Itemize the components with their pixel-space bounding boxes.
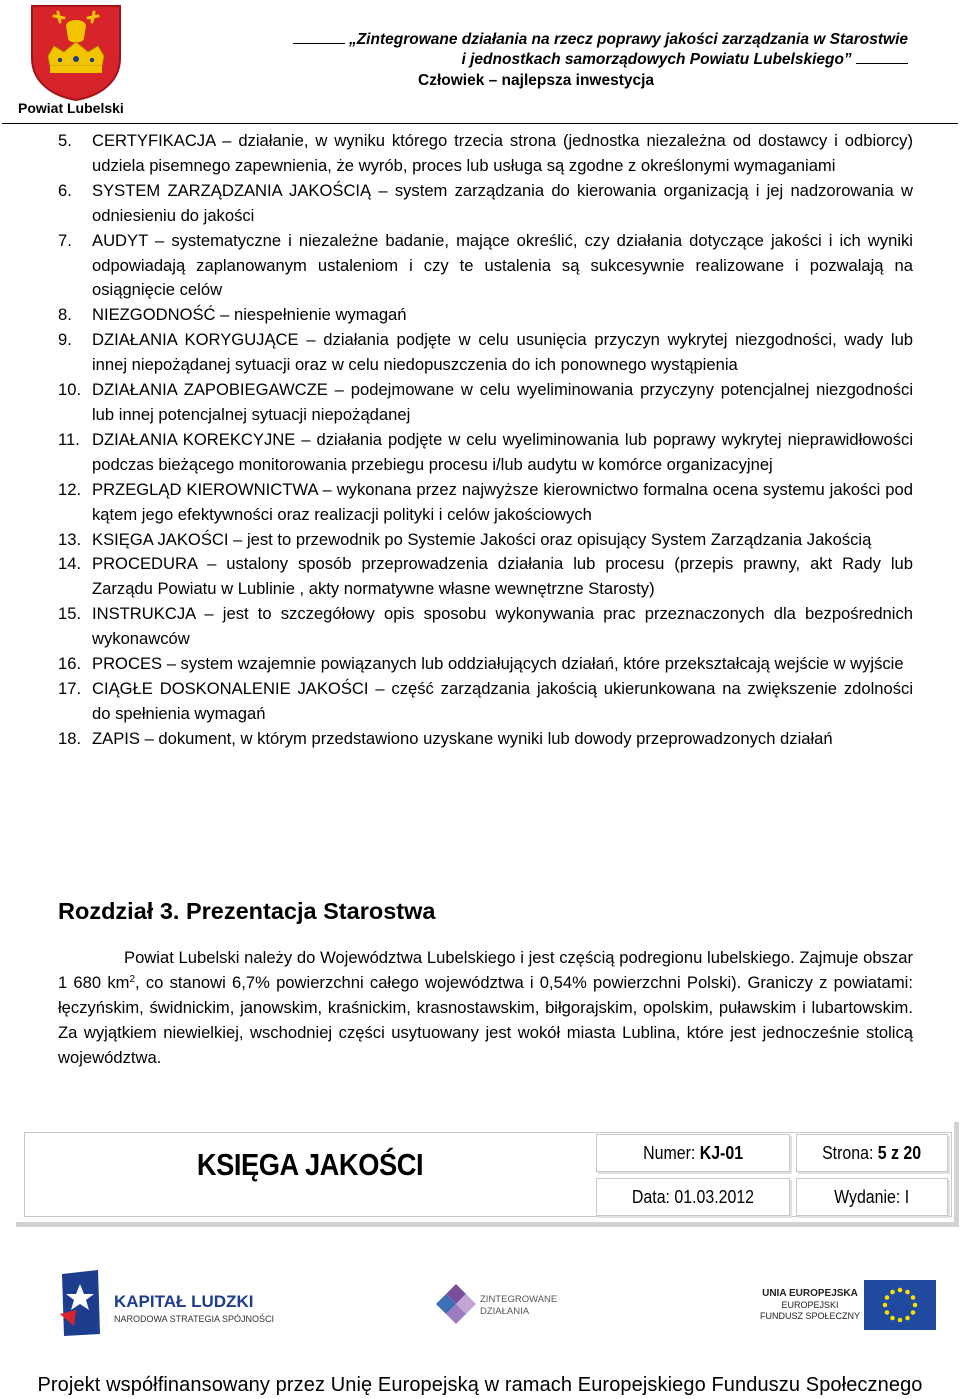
eu-star-icon <box>885 1295 890 1300</box>
document-title: KSIĘGA JAKOŚCI <box>196 1147 424 1182</box>
eu-star-icon <box>898 1288 903 1293</box>
page-number-label: Strona: <box>822 1142 879 1163</box>
definition-item: 8. NIEZGODNOŚĆ – niespełnienie wymagań <box>58 303 913 328</box>
definition-number: 6. <box>58 180 72 200</box>
definition-term: ZAPIS <box>92 728 140 748</box>
eu-star-icon <box>913 1303 918 1308</box>
edition-cell <box>796 1178 948 1216</box>
funding-statement: Projekt współfinansowany przez Unię Europejską w ramach Europejskiego Funduszu Społecznego <box>37 1374 923 1396</box>
definition-text: działania podjęte w celu usunięcia przyczyn wykrytej niezgodności, wady lub innej niepożądanej sytuacji oraz w celu niedopuszczenia do ich ponownego wystąpienia <box>92 330 914 375</box>
definition-item: 5. CERTYFIKACJA – działanie, w wyniku którego trzecia strona (jednostka niezależna od dostawcy i odbiorcy) udziela pisemnego zapewnienia, że wyrób, proces lub usługa są zgodne z określonymi wymaganiami <box>58 131 914 175</box>
definition-item: 10. DZIAŁANIA ZAPOBIEGAWCZE – podejmowane w celu wyeliminowania przyczyny potencjalnej niezgodności lub innej potencjalnej sytuacji niepożądanej <box>58 380 914 424</box>
definition-term: PROCEDURA <box>92 554 198 574</box>
definition-text: podejmowane w celu wyeliminowania przyczyny potencjalnej niezgodności lub innej potencjalnej sytuacji niepożądanej <box>92 380 914 424</box>
definition-term: DZIAŁANIA KOREKCYJNE <box>92 429 296 449</box>
unia-europejska-logo <box>758 1280 938 1334</box>
definition-item: 12. PRZEGLĄD KIEROWNICTWA – wykonana przez najwyższe kierownictwo formalna ocena systemu jakości pod kątem jego efektywności oraz realizacji polityki i celów jakościowych <box>58 479 913 524</box>
definition-text: systematyczne i niezależne badanie, mające określić, czy działania dotyczące jakości i ich wyniki odpowiadają zaplanowanym ustaleniom i czy te ustalenia są sukcesywnie realizowane i pozwalają na osiągnięcie celów <box>92 230 913 300</box>
eu-star-icon <box>911 1310 916 1315</box>
definition-number: 14. <box>58 554 82 574</box>
definition-text: część zarządzania jakością ukierunkowana na zwiększenie zdolności do spełnienia wymagań <box>92 678 914 723</box>
eu-star-icon <box>905 1316 910 1321</box>
zintegrowane-dzialania-icon <box>436 1282 476 1326</box>
definition-number: 9. <box>58 330 72 350</box>
definition-number: 16. <box>58 654 82 674</box>
definition-item: 16. PROCES – system wzajemnie powiązanych lub oddziałujących działań, które przekształcają wejście w wyjście <box>58 652 913 677</box>
definition-number: 12. <box>58 479 82 499</box>
definition-item: 11. DZIAŁANIA KOREKCYJNE – działania podjęte w celu wyeliminowania lub poprawy wykrytej nieprawidłowości podczas bieżącego monitorowania przebiegu procesu i/lub audytu w komórce organizacyjnej <box>58 429 914 474</box>
document-number-label: Numer: <box>643 1142 700 1163</box>
definition-term: PRZEGLĄD KIEROWNICTWA <box>92 479 318 499</box>
definition-number: 8. <box>58 305 72 325</box>
definition-item: 6. SYSTEM ZARZĄDZANIA JAKOŚCIĄ – system zarządzania do kierowania organizacją i jej nadzorowania w odniesieniu do jakości <box>58 180 913 225</box>
definition-text: system wzajemnie powiązanych lub oddziałujących działań, które przekształcają wejście w wyjście <box>180 654 904 674</box>
eu-star-icon <box>890 1290 895 1295</box>
project-title <box>188 30 908 70</box>
document-date-cell <box>596 1178 790 1216</box>
definition-number: 17. <box>58 678 82 698</box>
definition-text: działania podjęte w celu wyeliminowania lub poprawy wykrytej nieprawidłowości podczas bieżącego monitorowania przebiegu procesu i/lub audytu w komórce organizacyjnej <box>92 429 914 474</box>
project-title-line-1: „Zintegrowane działania na rzecz poprawy jakości zarządzania w Starostwie <box>348 31 908 48</box>
definition-text: działanie, w wyniku którego trzecia strona (jednostka niezależna od dostawcy i odbiorcy) udziela pisemnego zapewnienia, że wyrób, proces lub usługa są zgodne z określonymi wymaganiami <box>92 131 914 175</box>
eu-line-3: FUNDUSZ SPOŁECZNY <box>759 1311 860 1321</box>
chapter-text-part-1: Powiat Lubelski należy do Województwa Lubelskiego i jest częścią podregionu lubelskiego. Zajmuje obszar 1 680 km <box>58 948 913 992</box>
document-number-value: KJ-01 <box>699 1142 743 1163</box>
definition-text: dokument, w którym przedstawiono uzyskane wyniki lub dowody przeprowadzonych działań <box>158 728 833 748</box>
crest-caption: Powiat Lubelski <box>18 100 124 116</box>
definition-term: CERTYFIKACJA <box>92 131 216 150</box>
kapital-ludzki-subtitle: NARODOWA STRATEGIA SPÓJNOŚCI <box>114 1314 275 1324</box>
definition-number: 15. <box>58 604 82 624</box>
eu-star-icon <box>890 1316 895 1321</box>
zintegrowane-dzialania-logo <box>436 1282 566 1330</box>
kapital-ludzki-logo <box>58 1270 278 1340</box>
eu-star-icon <box>898 1318 903 1323</box>
zintegrowane-dzialania-line-1: ZINTEGROWANE <box>480 1294 558 1305</box>
definition-item: 13. KSIĘGA JAKOŚCI – jest to przewodnik po Systemie Jakości oraz opisujący System Zarządzania Jakością <box>58 528 913 553</box>
document-number-cell <box>596 1134 790 1172</box>
definition-term: INSTRUKCJA <box>92 604 196 624</box>
eu-star-icon <box>911 1295 916 1300</box>
definition-text: wykonana przez najwyższe kierownictwo formalna ocena systemu jakości pod kątem jego efektywności oraz realizacji polityki i celów jakościowych <box>92 479 913 524</box>
definition-term: NIEZGODNOŚĆ <box>92 305 216 325</box>
chapter-title: Rozdział 3. Prezentacja Starostwa <box>58 898 436 924</box>
definition-term: DZIAŁANIA KORYGUJĄCE <box>92 330 299 350</box>
definition-text: system zarządzania do kierowania organizacją i jej nadzorowania w odniesieniu do jakości <box>92 180 913 225</box>
eu-star-icon <box>905 1290 910 1295</box>
header-divider <box>2 123 958 124</box>
eu-flag-icon <box>864 1280 936 1330</box>
edition: Wydanie: I <box>834 1186 910 1207</box>
definition-number: 7. <box>58 230 72 250</box>
definition-item: 7. AUDYT – systematyczne i niezależne badanie, mające określić, czy działania dotyczące jakości i ich wyniki odpowiadają zaplanowanym ustaleniom i czy te ustalenia są sukcesywnie realizowane i pozwalają na osiągnięcie celów <box>58 230 913 300</box>
eu-line-1: UNIA EUROPEJSKA <box>762 1288 858 1299</box>
definition-number: 18. <box>58 728 82 748</box>
eu-star-icon <box>883 1303 888 1308</box>
definition-item: 15. INSTRUKCJA – jest to szczegółowy opis sposobu wykonywania prac przeznaczonych dla bezpośrednich wykonawców <box>58 604 913 649</box>
definition-term: SYSTEM ZARZĄDZANIA JAKOŚCIĄ <box>92 180 372 200</box>
definition-item: 14. PROCEDURA – ustalony sposób przeprowadzenia działania lub procesu (przepis prawny, akt Rady lub Zarządu Powiatu w Lublinie , akty normatywne własne wewnętrzne Starosty) <box>58 554 913 599</box>
chapter-text-part-2: , co stanowi 6,7% powierzchni całego województwa i 0,54% powierzchni Polski). Graniczy z powiatami: łęczyńskim, świdnickim, janowskim, kraśnickim, krasnostawskim, biłgorajskim, opolskim, puławskim i lubartowskim. Za wyjątkiem niewielkiej, wschodniej części usytuowany jest wokół miasta Lublina, które jest jednocześnie stolicą województwa. <box>58 973 913 1067</box>
definition-item: 9. DZIAŁANIA KORYGUJĄCE – działania podjęte w celu usunięcia przyczyn wykrytej niezgodności, wady lub innej niepożądanej sytuacji oraz w celu niedopuszczenia do ich ponownego wystąpienia <box>58 330 914 375</box>
document-date: Data: 01.03.2012 <box>631 1186 755 1207</box>
definitions-list <box>58 129 913 752</box>
definition-text: niespełnienie wymagań <box>234 305 407 325</box>
kapital-ludzki-title: KAPITAŁ LUDZKI <box>114 1292 254 1311</box>
definition-term: DZIAŁANIA ZAPOBIEGAWCZE <box>92 380 328 400</box>
zintegrowane-dzialania-line-2: DZIAŁANIA <box>480 1306 530 1317</box>
page-number-value: 5 z 20 <box>878 1142 922 1163</box>
eu-star-icon <box>885 1310 890 1315</box>
definition-number: 13. <box>58 529 82 549</box>
definition-text: jest to szczegółowy opis sposobu wykonywania prac przeznaczonych dla bezpośrednich wykonawców <box>92 604 913 649</box>
definition-number: 10. <box>58 380 82 400</box>
kapital-ludzki-icon <box>58 1270 104 1338</box>
definition-text: jest to przewodnik po Systemie Jakości oraz opisujący System Zarządzania Jakością <box>246 529 872 549</box>
definition-term: KSIĘGA JAKOŚCI <box>92 529 229 549</box>
superscript-2: 2 <box>129 974 136 985</box>
definition-term: PROCES <box>92 654 163 674</box>
definition-item: 18. ZAPIS – dokument, w którym przedstawiono uzyskane wyniki lub dowody przeprowadzonych działań <box>58 727 913 752</box>
document-info-box <box>16 1122 959 1227</box>
definition-term: CIĄGŁE DOSKONALENIE JAKOŚCI <box>92 678 369 698</box>
chapter-paragraph <box>58 945 913 1070</box>
project-title-line-2: i jednostkach samorządowych Powiatu Lubelskiego” <box>461 51 852 68</box>
definition-term: AUDYT <box>92 230 148 250</box>
project-slogan: Człowiek – najlepsza inwestycja <box>418 72 655 89</box>
page-header <box>0 0 960 124</box>
powiat-lubelski-crest-icon <box>30 4 122 102</box>
definition-number: 11. <box>58 429 80 449</box>
definition-item: 17. CIĄGŁE DOSKONALENIE JAKOŚCI – część zarządzania jakością ukierunkowana na zwiększenie zdolności do spełnienia wymagań <box>58 678 914 723</box>
title-underline-blank <box>856 51 908 64</box>
definition-text: ustalony sposób przeprowadzenia działania lub procesu (przepis prawny, akt Rady lub Zarządu Powiatu w Lublinie , akty normatywne własne wewnętrzne Starosty) <box>92 554 913 599</box>
eu-line-2: EUROPEJSKI <box>781 1300 839 1310</box>
definition-number: 5. <box>58 131 72 150</box>
title-underline-blank <box>293 31 345 44</box>
page-number-cell <box>796 1134 948 1172</box>
document-info-frame <box>24 1132 952 1217</box>
